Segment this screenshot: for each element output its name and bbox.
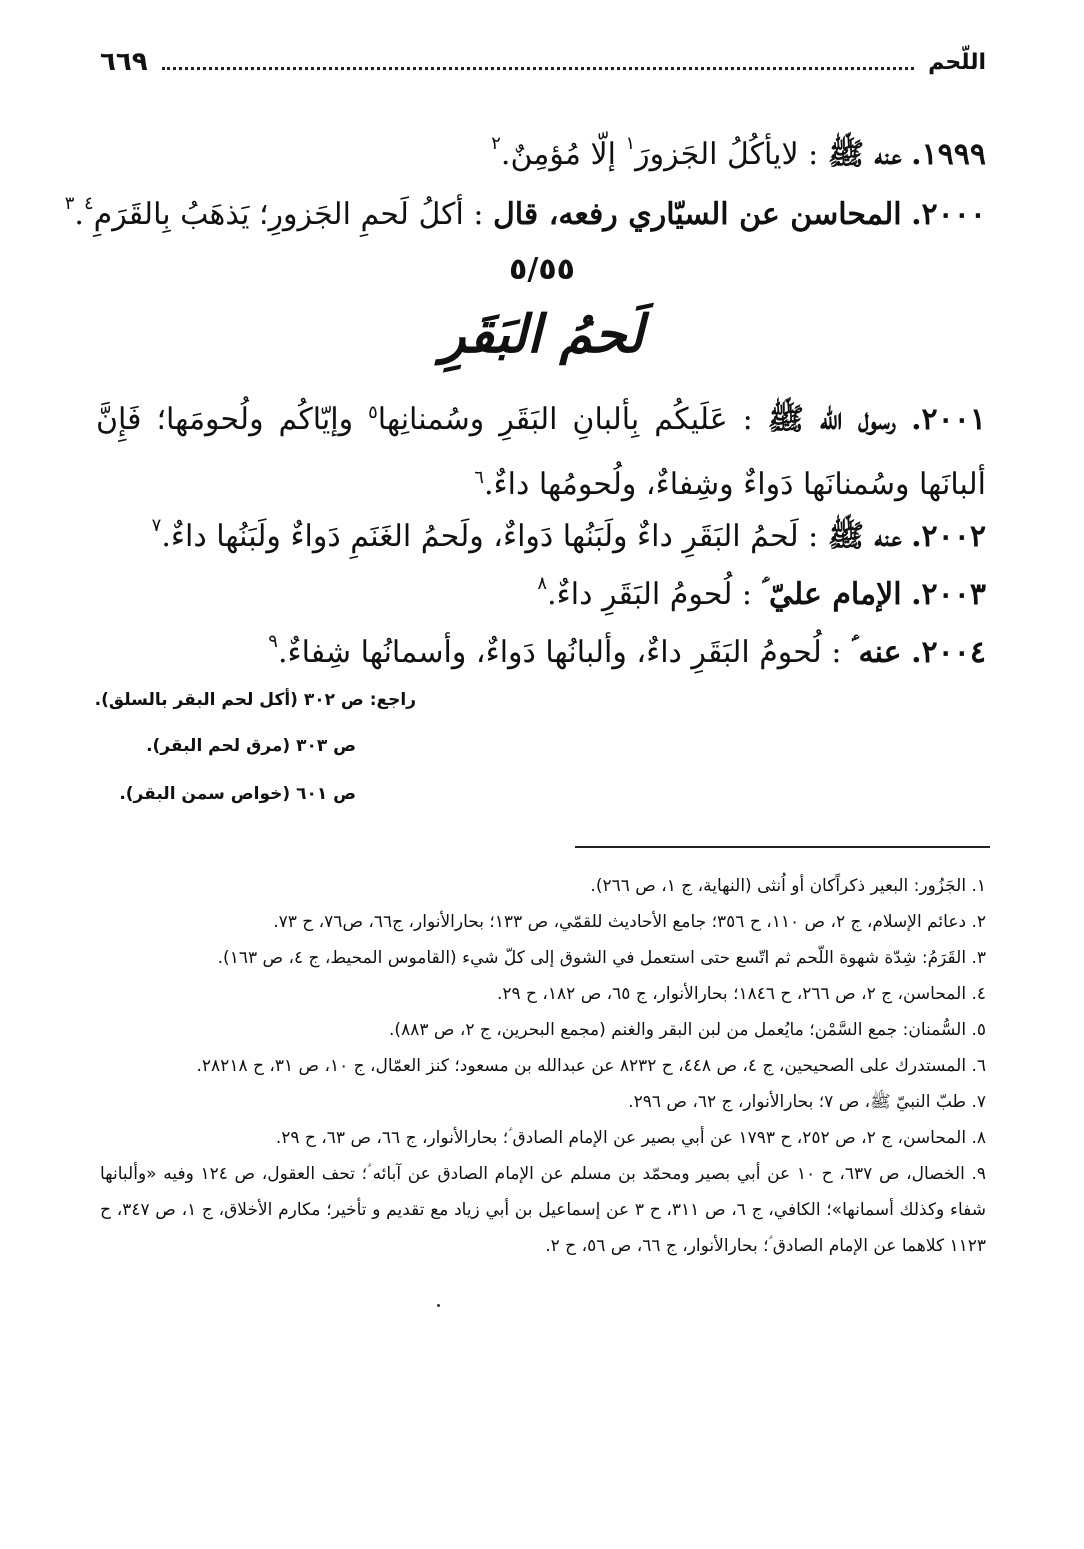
running-header (100, 42, 986, 82)
header-dot-leader (162, 67, 915, 70)
hadith-text: : لُحومُ البَقَرِ داءٌ، وألبانُها دَواءٌ، وأسمانُها شِفاءٌ. (277, 635, 842, 670)
hadith-2000 (65, 186, 986, 237)
footnote-ref[interactable]: ٥ (368, 402, 378, 423)
hadith-number: ٢٠٠١. (911, 402, 986, 437)
footnote-ref[interactable]: ٩ (268, 631, 278, 652)
section-title: لَحمُ البَقَرِ (440, 304, 644, 365)
hadith-number: ٢٠٠٣. (911, 577, 986, 612)
hadith-text-cont: . (74, 197, 84, 232)
see-also-item[interactable]: ص ٣٠٣ (مرق لحم البقر). (146, 736, 356, 756)
footnote-3: ٣. القَرَمُ: شِدّة شهوة اللّحم ثم اتّسع حتى استعمل في الشوق إلى كلّ شيء (القاموس المحيط، ج ٤، ص ١٦٣). (217, 948, 986, 968)
hadith-number: ٢٠٠٠. (911, 197, 986, 232)
hadith-2002 (152, 508, 986, 559)
hadith-source: عنه ؑ (851, 635, 902, 670)
hadith-source: الإمام عليّ ؑ (761, 577, 902, 612)
hadith-text: : لايأكُلُ الجَزورَ (635, 137, 819, 172)
hadith-number: ١٩٩٩. (911, 137, 986, 172)
footnote-1: ١. الجَزُور: البعير ذكراًكان أو اُنثى (النهاية، ج ١، ص ٢٦٦). (590, 876, 986, 896)
hadith-source: المحاسن عن السيّاري رفعه، قال (492, 197, 902, 232)
footnote-7: ٧. طبّ النبيّ ﷺ، ص ٧؛ بحارالأنوار، ج ٦٢، ص ٢٩٦. (628, 1092, 986, 1112)
see-also-item[interactable]: راجع: ص ٣٠٢ (أكل لحم البقر بالسلق). (94, 690, 416, 710)
hadith-text-cont: إلّا مُؤمِنٌ. (500, 137, 626, 172)
footnote-6: ٦. المستدرك على الصحيحين، ج ٤، ص ٤٤٨، ح ٨٢٣٢ عن عبدالله بن مسعود؛ كنز العمّال، ج ١٠، ص ٣١، ح ٢٨٢١٨. (196, 1056, 986, 1076)
footnote-ref[interactable]: ١ (625, 133, 636, 154)
hadith-text: : لُحومُ البَقَرِ داءٌ. (547, 577, 752, 612)
footnote-5: ٥. السُّمنان: جمع السَّمْن؛ مايُعمل من لبن البقر والغنم (مجمع البحرين، ج ٢، ص ٨٨٣). (389, 1020, 986, 1040)
hadith-1999 (491, 126, 986, 177)
hadith-2003 (537, 566, 986, 617)
footnotes-list (100, 868, 986, 1264)
hadith-text: : أكلُ لَحمِ الجَزورِ؛ يَذهَبُ بِالقَرَمِ (93, 197, 484, 232)
hadith-source: عنه ﷺ (827, 137, 902, 172)
footnote-divider (575, 846, 990, 848)
hadith-text: : لَحمُ البَقَرِ داءٌ ولَبَنُها دَواءٌ، ولَحمُ الغَنَمِ دَواءٌ ولَبَنُها داءٌ. (161, 519, 819, 554)
footnote-9: ٩. الخصال، ص ٦٣٧، ح ١٠ عن أبي بصير ومحمّد بن مسلم عن الإمام الصادق عن آبائه ؑ؛ تحف العقول، ص ١٢٤ وفيه «وألبانها شفاء وكذلك أسمانها»؛ الكافي، ج ٦، ص ٣١١، ح ٣ عن إسماعيل بن أبي زياد مع تقديم و تأخير؛ مكارم الأخلاق، ج ١، ص ٣٤٧، ح ١١٢٣ كلاهما عن الإمام الصادق ؑ؛ بحارالأنوار، ج ٦٦، ص ٥٦، ح ٢. (100, 1164, 986, 1256)
footnote-ref[interactable]: ٨ (537, 573, 548, 594)
see-also-item[interactable]: ص ٦٠١ (خواص سمن البقر). (119, 784, 356, 804)
footnote-ref[interactable]: ٤ (83, 193, 94, 214)
hadith-source: رسول الله ﷺ (767, 402, 897, 437)
footnote-ref[interactable]: ٣ (64, 193, 75, 214)
print-speck (437, 1304, 440, 1307)
hadith-number: ٢٠٠٢. (911, 519, 986, 554)
footnote-ref[interactable]: ٢ (491, 133, 501, 154)
section-number: ٥/٥٥ (509, 252, 575, 287)
footnote-8: ٨. المحاسن، ج ٢، ص ٢٥٢، ح ١٧٩٣ عن أبي بصير عن الإمام الصادق ؑ؛ بحارالأنوار، ج ٦٦، ص ٦٣، ح ٢٩. (275, 1128, 986, 1148)
hadith-2001 (96, 384, 986, 514)
footnote-ref[interactable]: ٦ (474, 467, 484, 488)
hadith-2004 (268, 624, 986, 675)
footnote-4: ٤. المحاسن، ج ٢، ص ٢٦٦، ح ١٨٤٦؛ بحارالأنوار، ج ٦٥، ص ١٨٢، ح ٢٩. (496, 984, 986, 1004)
footnote-2: ٢. دعائم الإسلام، ج ٢، ص ١١٠، ح ٣٥٦؛ جامع الأحاديث للقمّي، ص ١٣٣؛ بحارالأنوار، ج٦٦، ص٧٦، ح ٧٣. (273, 912, 986, 932)
page-number: ٦٦٩ (100, 47, 148, 77)
hadith-number: ٢٠٠٤. (911, 635, 986, 670)
hadith-text-cont: وإيّاكُم ولُحومَها؛ فَإِنَّ ألبانَها وسُمنانَها دَواءٌ وشِفاءٌ، ولُحومُها داءٌ. (96, 402, 986, 502)
hadith-source: عنه ﷺ (827, 519, 902, 554)
chapter-title: اللّحم (928, 49, 986, 75)
hadith-text: : عَلَيكُم بِألبانِ البَقَرِ وسُمنانِها (377, 402, 753, 437)
footnote-ref[interactable]: ٧ (151, 515, 162, 536)
